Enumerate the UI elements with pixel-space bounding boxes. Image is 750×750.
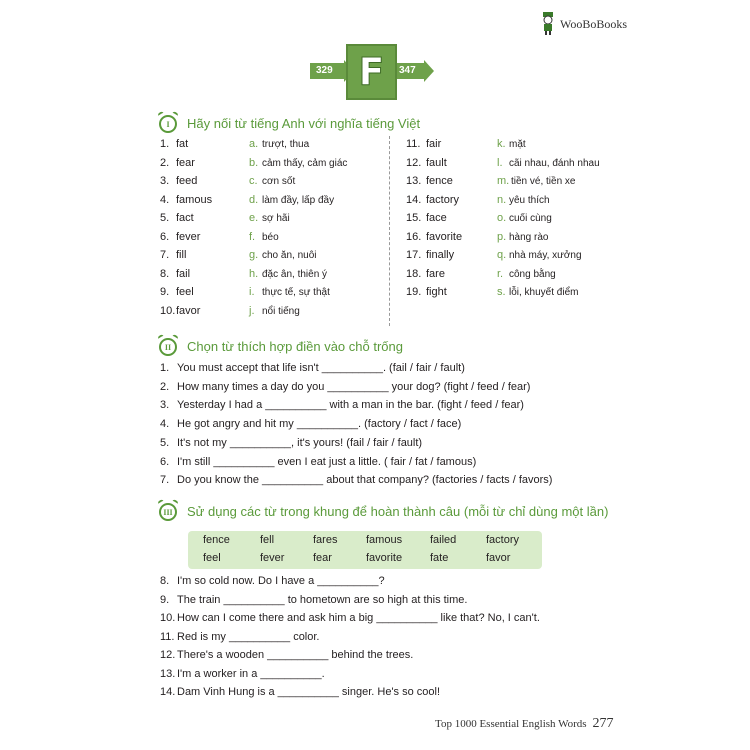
item-number: 7. [160, 249, 170, 261]
word-box-item: famous [366, 534, 403, 546]
word-box-item: factory [486, 534, 520, 546]
word-box-item: failed [430, 534, 457, 546]
exercise-item [160, 649, 413, 661]
section-1-heading: Hãy nối từ tiếng Anh với nghĩa tiếng Việt [187, 115, 421, 131]
english-word-item [406, 249, 454, 261]
english-word-item [160, 212, 194, 224]
page-number: 277 [592, 716, 614, 731]
exercise-item [160, 594, 467, 606]
option-letter: b. [249, 156, 259, 169]
exercise-item [160, 686, 440, 698]
item-number: 10. [160, 612, 176, 624]
vietnamese-meaning: mặt [509, 139, 526, 150]
section-3-title [157, 500, 608, 522]
english-word: fair [426, 138, 442, 150]
english-word-item [406, 138, 441, 150]
option-letter: d. [249, 193, 259, 206]
vietnamese-meaning: cảm thấy, cảm giác [262, 157, 348, 169]
section-2-heading: Chọn từ thích hợp điền vào chỗ trống [187, 338, 403, 354]
next-range: 347 [399, 65, 416, 76]
item-number: 5. [160, 436, 170, 449]
english-word-item [406, 231, 462, 243]
exercise-item [160, 612, 540, 624]
sentence-text: There's a wooden __________ behind the trees. [177, 649, 414, 661]
item-number: 8. [160, 267, 170, 280]
mascot-icon [540, 12, 556, 36]
item-number: 15. [406, 212, 422, 224]
english-word-item [160, 231, 200, 243]
exercise-item [160, 437, 422, 449]
brand-name: WooBoBooks [560, 16, 628, 31]
option-letter: q. [497, 249, 507, 261]
item-number: 13. [406, 175, 422, 187]
sentence-text: It's not my __________, it's yours! (fail / fair / fault) [177, 436, 423, 449]
item-number: 4. [160, 418, 170, 431]
vietnamese-meaning: lỗi, khuyết điểm [509, 287, 579, 298]
english-word: feel [176, 286, 194, 298]
brand-logo [540, 12, 627, 36]
page-footer [435, 716, 614, 732]
item-number: 12. [160, 649, 176, 661]
word-box-item: fence [203, 534, 230, 546]
word-box-item: fate [430, 552, 449, 564]
alarm-clock-icon: III [157, 500, 179, 522]
item-number: 9. [160, 593, 170, 606]
item-number: 3. [160, 399, 170, 412]
letter: F [358, 50, 385, 94]
section-2-title [157, 335, 403, 357]
item-number: 13. [160, 667, 176, 680]
item-number: 17. [406, 249, 422, 261]
item-number: 9. [160, 286, 170, 298]
english-word: favorite [426, 230, 463, 243]
meaning-item [497, 249, 582, 261]
item-number: 10. [160, 304, 176, 317]
english-word-item [160, 305, 200, 317]
sentence-text: Dam Vinh Hung is a __________ singer. He's so cool! [177, 686, 441, 698]
word-box [188, 531, 542, 569]
letter-box [346, 44, 397, 100]
english-word: fare [426, 267, 445, 280]
prev-range: 329 [316, 65, 333, 76]
vietnamese-meaning: tiền vé, tiền xe [511, 176, 576, 187]
english-word-item [160, 249, 186, 261]
meaning-item [497, 157, 600, 169]
word-box-item: favorite [366, 552, 403, 564]
option-letter: f. [249, 230, 256, 243]
english-word: fat [176, 138, 189, 150]
english-word-item [160, 194, 212, 206]
item-number: 1. [160, 362, 170, 374]
meaning-item [497, 175, 575, 187]
vietnamese-meaning: hàng rào [509, 231, 549, 243]
english-word-item [406, 286, 447, 298]
meaning-item [249, 286, 330, 298]
vietnamese-meaning: yêu thích [509, 194, 550, 206]
sentence-text: How many times a day do you __________ your dog? (fight / feed / fear) [177, 380, 531, 393]
exercise-item [160, 668, 325, 680]
meaning-item [497, 212, 552, 224]
english-word: fear [176, 156, 195, 169]
meaning-item [249, 157, 347, 169]
word-box-item: fares [313, 534, 338, 546]
word-box-item: feel [203, 552, 221, 564]
item-number: 4. [160, 193, 170, 206]
meaning-item [497, 138, 526, 150]
english-word: fill [176, 249, 187, 261]
meaning-item [497, 286, 578, 298]
english-word: favor [176, 304, 201, 317]
sentence-text: Red is my __________ color. [177, 630, 320, 643]
item-number: 8. [160, 575, 170, 587]
meaning-item [497, 268, 556, 280]
english-word: factory [426, 193, 460, 206]
item-number: 11. [406, 138, 421, 150]
meaning-item [249, 212, 290, 224]
english-word-item [406, 194, 459, 206]
meaning-item [249, 175, 295, 187]
sentence-text: I'm so cold now. Do I have a __________? [177, 575, 385, 587]
english-word-item [160, 286, 194, 298]
vietnamese-meaning: nổi tiếng [262, 305, 300, 317]
item-number: 12. [406, 156, 422, 169]
exercise-item [160, 399, 524, 411]
item-number: 19. [406, 286, 422, 298]
option-letter: n. [497, 193, 507, 206]
vietnamese-meaning: nhà máy, xưởng [509, 250, 582, 261]
english-word-item [160, 138, 188, 150]
sentence-text: The train __________ to hometown are so high at this time. [177, 593, 468, 606]
sentence-text: Do you know the __________ about that company? (factories / facts / favors) [177, 474, 553, 487]
exercise-item [160, 631, 319, 643]
vietnamese-meaning: cãi nhau, đánh nhau [509, 157, 600, 169]
book-title: Top 1000 Essential English Words [435, 718, 587, 730]
item-number: 2. [160, 380, 170, 393]
option-letter: i. [249, 286, 255, 298]
exercise-item [160, 381, 530, 393]
english-word: famous [176, 193, 213, 206]
english-word: fight [426, 286, 447, 298]
english-word: feed [176, 175, 198, 187]
option-letter: o. [497, 212, 507, 224]
section-1-title [157, 112, 420, 134]
option-letter: h. [249, 267, 259, 280]
option-letter: g. [249, 249, 259, 261]
sentence-text: I'm a worker in a __________. [177, 667, 325, 680]
vietnamese-meaning: trượt, thua [262, 139, 310, 150]
item-number: 14. [406, 193, 422, 206]
vietnamese-meaning: đặc ân, thiên ý [262, 268, 328, 280]
option-letter: p. [497, 230, 507, 243]
column-divider [389, 136, 390, 326]
section-3-heading: Sử dụng các từ trong khung để hoàn thành câu (mỗi từ chỉ dùng một lần) [187, 503, 609, 519]
sentence-text: You must accept that life isn't __________. (fail / fair / fault) [177, 362, 465, 374]
option-letter: j. [249, 304, 255, 317]
option-letter: r. [497, 267, 504, 280]
english-word: fact [176, 212, 194, 224]
english-word-item [160, 175, 197, 187]
meaning-item [249, 268, 327, 280]
meaning-item [249, 249, 317, 261]
vietnamese-meaning: sợ hãi [262, 213, 290, 224]
item-number: 1. [160, 138, 170, 150]
english-word: fence [426, 175, 453, 187]
exercise-item [160, 418, 461, 430]
sentence-text: How can I come there and ask him a big __________ like that? No, I can't. [177, 612, 540, 624]
english-word: face [426, 212, 447, 224]
alarm-clock-icon: II [157, 335, 179, 357]
item-number: 2. [160, 156, 170, 169]
sentence-text: Yesterday I had a __________ with a man in the bar. (fight / feed / fear) [177, 399, 524, 412]
word-box-item: fever [260, 552, 285, 564]
english-word: fault [426, 156, 447, 169]
option-letter: k. [497, 138, 506, 150]
sentence-text: I'm still __________ even I eat just a little. ( fair / fat / famous) [177, 455, 477, 468]
meaning-item [497, 231, 548, 243]
meaning-item [249, 231, 279, 243]
item-number: 6. [160, 455, 170, 468]
meaning-item [497, 194, 550, 206]
word-box-item: favor [486, 552, 511, 564]
english-word-item [406, 268, 445, 280]
option-letter: l. [497, 156, 503, 169]
english-word: fever [176, 230, 201, 243]
option-letter: e. [249, 212, 259, 224]
word-box-item: fell [260, 534, 275, 546]
sentence-text: He got angry and hit my __________. (factory / fact / face) [177, 418, 462, 431]
meaning-item [249, 305, 300, 317]
item-number: 5. [160, 212, 170, 224]
alarm-clock-icon: I [157, 112, 179, 134]
english-word-item [406, 212, 447, 224]
english-word: fail [176, 267, 191, 280]
exercise-item [160, 474, 552, 486]
english-word-item [406, 157, 447, 169]
vietnamese-meaning: béo [262, 231, 279, 243]
item-number: 7. [160, 474, 170, 487]
vietnamese-meaning: làm đầy, lấp đầy [262, 194, 335, 206]
option-letter: c. [249, 175, 258, 187]
meaning-item [249, 194, 334, 206]
meaning-item [249, 138, 309, 150]
english-word-item [160, 268, 190, 280]
item-number: 18. [406, 267, 422, 280]
item-number: 3. [160, 175, 170, 187]
exercise-item [160, 362, 465, 374]
option-letter: s. [497, 286, 506, 298]
item-number: 6. [160, 230, 170, 243]
vietnamese-meaning: cơn sốt [262, 176, 296, 187]
exercise-item [160, 456, 476, 468]
option-letter: a. [249, 138, 259, 150]
item-number: 16. [406, 230, 422, 243]
item-number: 14. [160, 686, 176, 698]
vietnamese-meaning: thực tế, sự thật [262, 287, 330, 298]
vietnamese-meaning: cuối cùng [509, 213, 552, 224]
exercise-item [160, 575, 385, 587]
letter-header [310, 44, 435, 100]
english-word-item [406, 175, 453, 187]
item-number: 11. [160, 630, 175, 643]
english-word: finally [426, 249, 455, 261]
option-letter: m. [497, 175, 510, 187]
english-word-item [160, 157, 195, 169]
word-box-item: fear [313, 552, 332, 564]
vietnamese-meaning: công bằng [509, 268, 556, 280]
vietnamese-meaning: cho ăn, nuôi [262, 250, 317, 261]
